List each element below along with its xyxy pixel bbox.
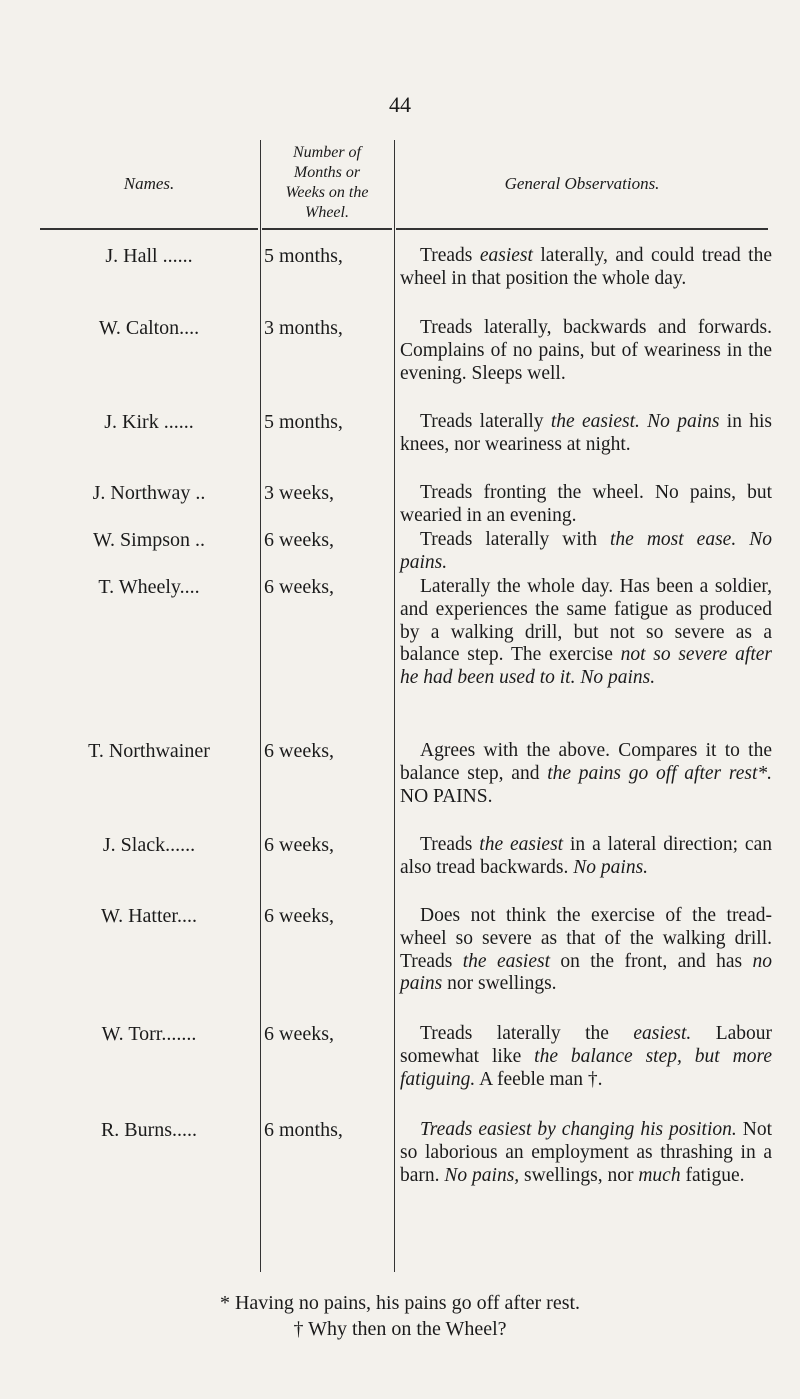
row-name: W. Hatter.... bbox=[101, 905, 197, 927]
row-observation: Laterally the whole day. Has been a soldier, and experiences the same fatigue as produced by a walking drill, but not so severe as a balance step. The exercise not so severe after he had been used to it. No pains. bbox=[400, 576, 772, 689]
row-period: 3 months, bbox=[264, 317, 343, 339]
row-observation: Treads fronting the wheel. No pains, but wearied in an evening. bbox=[400, 482, 772, 526]
row-name: W. Simpson .. bbox=[92, 529, 206, 551]
row-period: 6 weeks, bbox=[264, 1023, 334, 1045]
column-divider bbox=[394, 140, 395, 1272]
header-observations: General Observations. bbox=[504, 174, 660, 193]
header-rule bbox=[40, 228, 258, 230]
row-name: J. Hall ...... bbox=[105, 245, 193, 267]
footnote-dagger: † Why then on the Wheel? bbox=[293, 1318, 507, 1340]
header-rule bbox=[262, 228, 392, 230]
row-period: 6 weeks, bbox=[264, 834, 334, 856]
row-name: J. Kirk ...... bbox=[104, 411, 194, 433]
row-observation: Treads laterally the easiest. No pains in his knees, nor weariness at night. bbox=[400, 411, 772, 455]
header-period-line: Number of bbox=[293, 144, 361, 161]
row-name: J. Slack...... bbox=[102, 834, 196, 856]
row-period: 3 weeks, bbox=[264, 482, 334, 504]
header-period-line: Wheel. bbox=[305, 204, 349, 221]
row-observation: Does not think the exercise of the tread-wheel so severe as that of the walking drill. Treads the easiest on the front, and has no pains nor swellings. bbox=[400, 905, 772, 995]
row-period: 6 weeks, bbox=[264, 905, 334, 927]
row-observation: Treads easiest by changing his position. Not so laborious an employment as thrashing in a barn. No pains, swellings, nor much fatigue. bbox=[400, 1119, 773, 1186]
page-number: 44 bbox=[389, 92, 411, 117]
header-period bbox=[262, 143, 392, 223]
header-rule bbox=[396, 228, 768, 230]
row-name: R. Burns..... bbox=[100, 1119, 198, 1141]
row-name: W. Torr....... bbox=[101, 1023, 197, 1045]
row-period: 6 weeks, bbox=[264, 529, 334, 551]
row-observation: Treads easiest laterally, and could tread the wheel in that position the whole day. bbox=[400, 245, 772, 289]
header-names: Names. bbox=[123, 174, 175, 193]
footnotes bbox=[0, 1290, 800, 1342]
row-observation: Treads laterally, backwards and forwards. Complains of no pains, but of weariness in the evening. Sleeps well. bbox=[400, 317, 772, 384]
row-name: J. Northway .. bbox=[92, 482, 206, 504]
header-period-line: Weeks on the bbox=[285, 184, 369, 201]
row-period: 6 weeks, bbox=[264, 576, 334, 598]
row-name: W. Calton.... bbox=[98, 317, 200, 339]
row-name: T. Wheely.... bbox=[98, 576, 200, 598]
row-observation: Treads laterally the easiest. Labour somewhat like the balance step, but more fatiguing. A feeble man †. bbox=[400, 1023, 773, 1090]
row-observation: Treads the easiest in a lateral direction; can also tread backwards. No pains. bbox=[400, 834, 772, 878]
row-period: 5 months, bbox=[264, 245, 343, 267]
header-period-line: Months or bbox=[293, 164, 361, 181]
row-observation: Agrees with the above. Compares it to the balance step, and the pains go off after rest*. NO PAINS. bbox=[400, 740, 772, 807]
row-period: 6 months, bbox=[264, 1119, 343, 1141]
row-name: T. Northwainer bbox=[88, 740, 210, 762]
row-period: 6 weeks, bbox=[264, 740, 334, 762]
footnote-star: * Having no pains, his pains go off after rest. bbox=[219, 1292, 581, 1314]
column-divider bbox=[260, 140, 261, 1272]
row-period: 5 months, bbox=[264, 411, 343, 433]
row-observation: Treads laterally with the most ease. No pains. bbox=[400, 529, 772, 573]
